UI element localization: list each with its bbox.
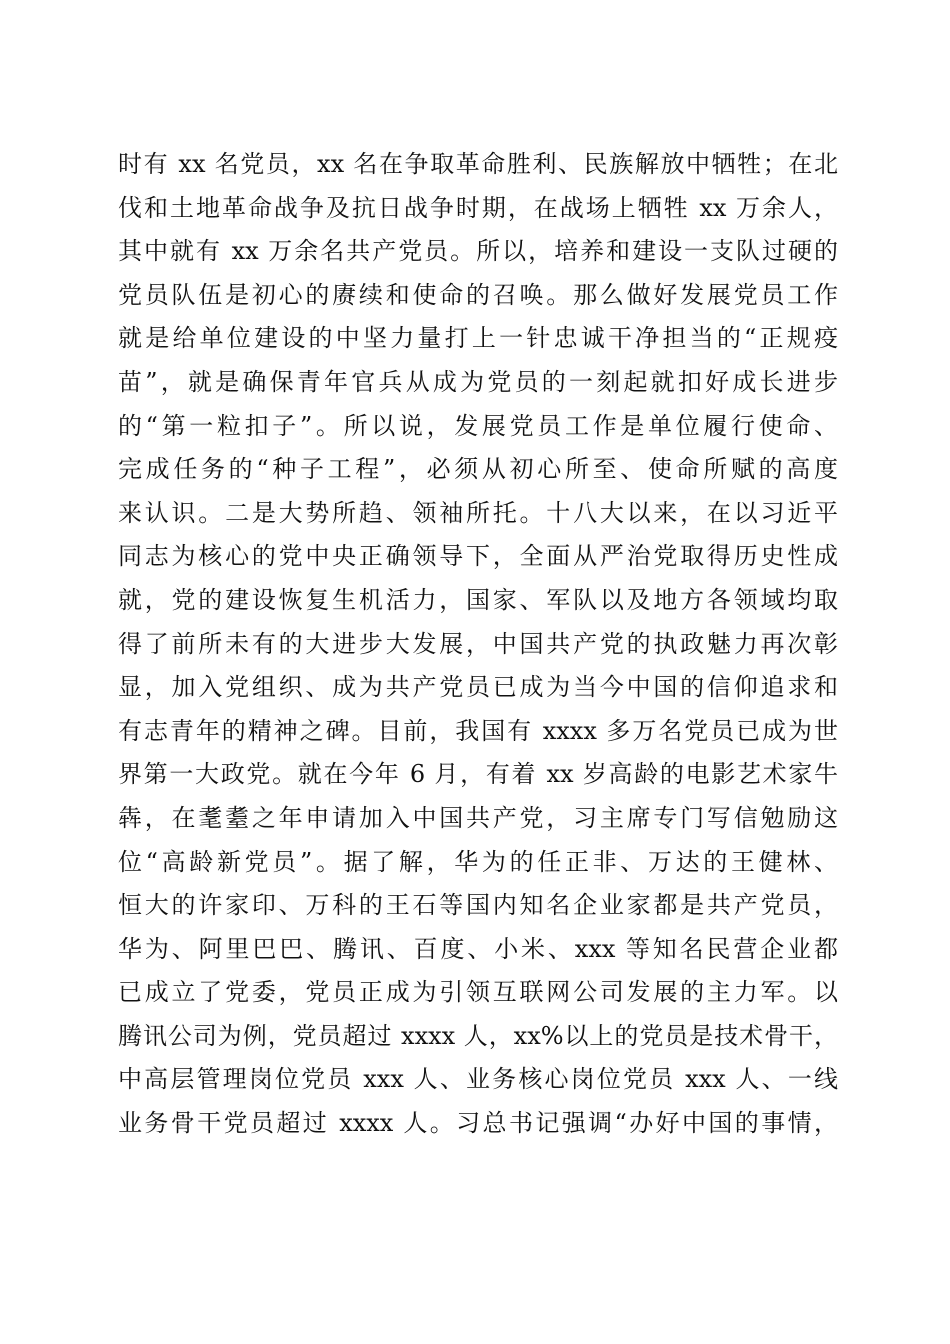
text-line: 的“第一粒扣子”。所以说，发展党员工作是单位履行使命、 (118, 411, 838, 440)
text-line: 就是给单位建设的中坚力量打上一针忠诚干净担当的“正规疫 (118, 324, 838, 353)
body-text (118, 143, 838, 1146)
text-line: 腾讯公司为例，党员超过 xxxx 人，xx%以上的党员是技术骨干， (118, 1021, 838, 1050)
text-line: 党员队伍是初心的赓续和使命的召唤。那么做好发展党员工作 (118, 280, 838, 309)
text-line: 得了前所未有的大进步大发展，中国共产党的执政魅力再次彰 (118, 629, 838, 658)
text-line: 位“高龄新党员”。据了解，华为的任正非、万达的王健林、 (118, 847, 838, 876)
text-line: 中高层管理岗位党员 xxx 人、业务核心岗位党员 xxx 人、一线 (118, 1065, 838, 1094)
text-line: 苗”，就是确保青年官兵从成为党员的一刻起就扣好成长进步 (118, 367, 838, 396)
text-line: 完成任务的“种子工程”，必须从初心所至、使命所赋的高度 (118, 455, 838, 484)
text-line: 显，加入党组织、成为共产党员已成为当今中国的信仰追求和 (118, 673, 838, 702)
text-line: 华为、阿里巴巴、腾讯、百度、小米、xxx 等知名民营企业都 (118, 934, 838, 963)
text-line: 界第一大政党。就在今年 6 月，有着 xx 岁高龄的电影艺术家牛 (118, 760, 838, 789)
text-line: 同志为核心的党中央正确领导下，全面从严治党取得历史性成 (118, 542, 838, 571)
text-line: 业务骨干党员超过 xxxx 人。习总书记强调“办好中国的事情， (118, 1109, 838, 1138)
text-line: 来认识。二是大势所趋、领袖所托。十八大以来，在以习近平 (118, 498, 838, 527)
text-line: 其中就有 xx 万余名共产党员。所以，培养和建设一支队过硬的 (118, 237, 838, 266)
text-line: 犇，在耄耋之年申请加入中国共产党，习主席专门写信勉励这 (118, 803, 838, 832)
text-line: 就，党的建设恢复生机活力，国家、军队以及地方各领域均取 (118, 585, 838, 614)
text-line: 恒大的许家印、万科的王石等国内知名企业家都是共产党员， (118, 891, 838, 920)
text-line: 已成立了党委，党员正成为引领互联网公司发展的主力军。以 (118, 978, 838, 1007)
text-line: 有志青年的精神之碑。目前，我国有 xxxx 多万名党员已成为世 (118, 716, 838, 745)
text-line: 时有 xx 名党员，xx 名在争取革命胜利、民族解放中牺牲；在北 (118, 150, 838, 178)
text-line: 伐和土地革命战争及抗日战争时期，在战场上牺牲 xx 万余人， (118, 193, 838, 222)
